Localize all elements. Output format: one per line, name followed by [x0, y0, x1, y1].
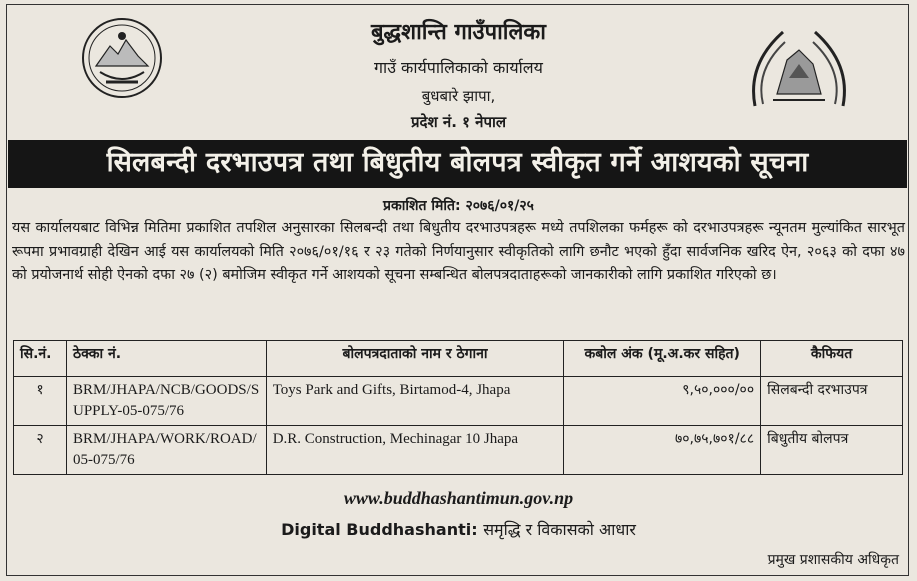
signatory: प्रमुख प्रशासकीय अधिकृत: [767, 552, 899, 568]
municipality-logo-icon: [743, 20, 855, 118]
published-date: प्रकाशित मिति: २०७६/०१/२५: [383, 198, 534, 214]
address-line: बुधबारे झापा,: [421, 87, 496, 105]
cell-sn: १: [14, 377, 67, 426]
cell-amount: ७०,७५,७०१/८८: [564, 426, 761, 475]
notice-title-banner: सिलबन्दी दरभाउपत्र तथा बिधुतीय बोलपत्र स्वीकृत गर्ने आशयको सूचना: [8, 140, 907, 188]
col-header-contract-no: ठेक्का नं.: [66, 341, 266, 377]
table-row: [14, 426, 903, 475]
table-row: [14, 377, 903, 426]
slogan: [0, 518, 917, 540]
cell-sn: २: [14, 426, 67, 475]
province-line: प्रदेश नं. १ नेपाल: [410, 113, 507, 131]
cell-amount: ९,५०,०००/००: [564, 377, 761, 426]
cell-bidder: Toys Park and Gifts, Birtamod-4, Jhapa: [266, 377, 564, 426]
cell-contract-no: BRM/JHAPA/WORK/ROAD/05-075/76: [66, 426, 266, 475]
notice-body: यस कार्यालयबाट विभिन्न मितिमा प्रकाशित तपशिल अनुसारका सिलबन्दी तथा बिधुतीय दरभाउपत्रहरू मध्ये तपशिलका फर्महरू को दरभाउपत्रहरू न्यूनतम मुल्यांकित सारभूत रूपमा प्रभावग्राही देखिन आई यस कार्यालयको मिति २०७६/०१/१६ र २३ गतेको निर्णयानुसार स्वीकृतिको लागि छनौट भएको हुँदा सार्वजनिक खरिद ऐन, २०६३ को दफा ४७ को प्रयोजनार्थ सोही ऐनको दफा २७ (२) बमोजिम स्वीकृत गर्ने आशयको सूचना सम्बन्धित बोलपत्रदाताहरूको जानकारीको लागि प्रकाशित गरिएको छ।: [12, 220, 905, 283]
website-link[interactable]: www.buddhashantimun.gov.np: [343, 488, 574, 508]
office-name: गाउँ कार्यपालिकाको कार्यालय: [374, 58, 543, 77]
slogan-nepali: समृद्धि र विकासको आधार: [483, 520, 636, 539]
org-name: बुद्धशान्ति गाउँपालिका: [370, 20, 546, 45]
cell-remarks: सिलबन्दी दरभाउपत्र: [761, 377, 903, 426]
col-header-bidder: बोलपत्रदाताको नाम र ठेगाना: [266, 341, 564, 377]
cell-bidder: D.R. Construction, Mechinagar 10 Jhapa: [266, 426, 564, 475]
col-header-remarks: कैफियत: [761, 341, 903, 377]
col-header-amount: कबोल अंक (मू.अ.कर सहित): [564, 341, 761, 377]
cell-contract-no: BRM/JHAPA/NCB/GOODS/SUPPLY-05-075/76: [66, 377, 266, 426]
cell-remarks: बिधुतीय बोलपत्र: [761, 426, 903, 475]
slogan-english: Digital Buddhashanti:: [281, 520, 478, 539]
letterhead: [0, 0, 917, 138]
col-header-sn: सि.नं.: [14, 341, 67, 377]
table-header-row: [14, 341, 903, 377]
bid-table: [13, 340, 903, 475]
